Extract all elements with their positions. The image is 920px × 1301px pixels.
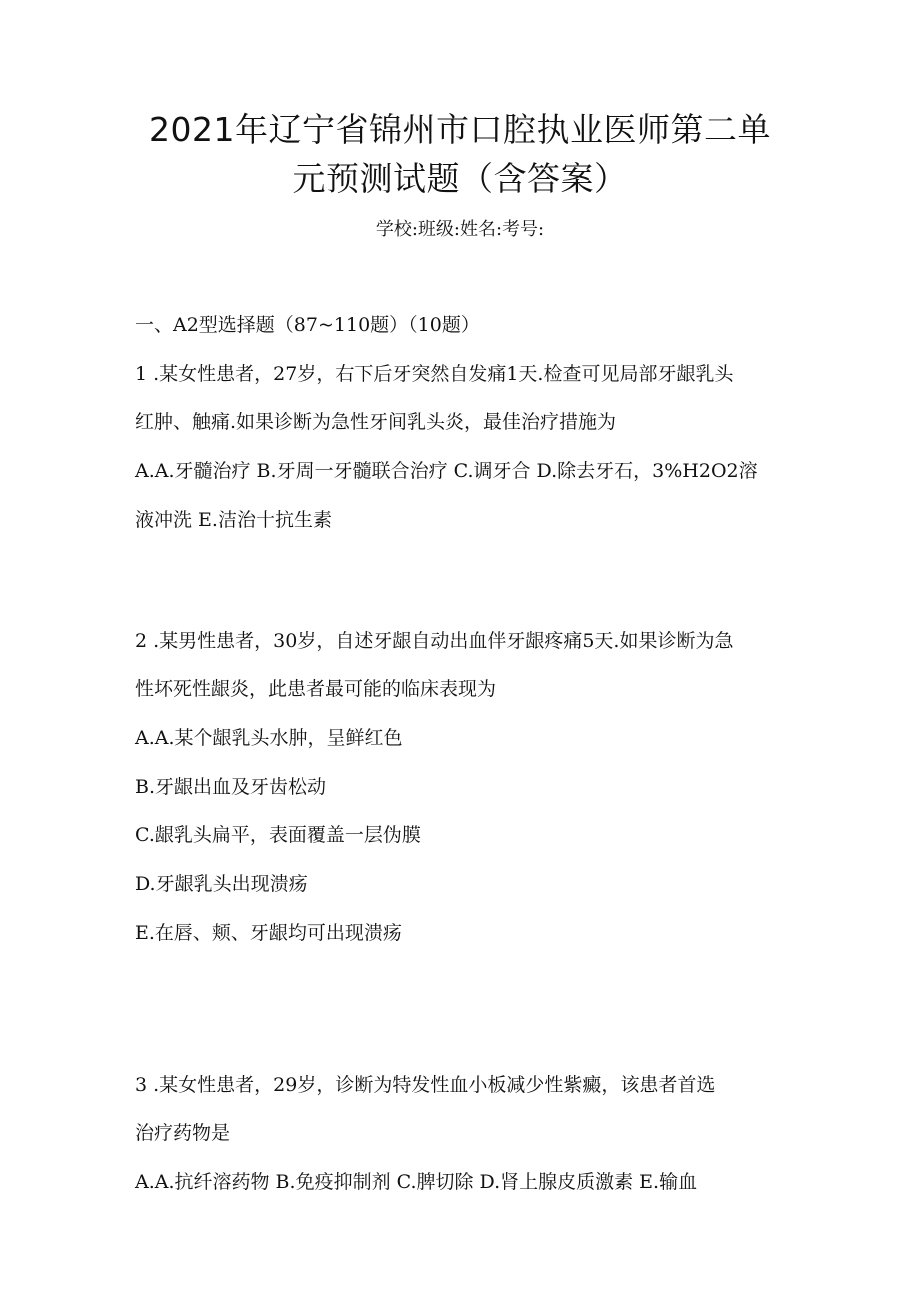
question-1-options-line-1: A.A.牙髓治疗 B.牙周一牙髓联合治疗 C.调牙合 D.除去牙石，3%H2O2溶 [135, 460, 758, 482]
question-2-stem-line-2: 性坏死性龈炎，此患者最可能的临床表现为 [135, 678, 497, 700]
question-3-stem-line-2: 治疗药物是 [135, 1122, 231, 1144]
question-3-stem-line-1: 3 .某女性患者，29岁，诊断为特发性血小板减少性紫癜，该患者首选 [135, 1074, 716, 1096]
title-line-2: 元预测试题（含答案） [292, 159, 628, 198]
question-2-stem-line-1: 2 .某男性患者，30岁，自述牙龈自动出血伴牙龈疼痛5天.如果诊断为急 [135, 630, 734, 652]
question-2-option-d: D.牙龈乳头出现溃疡 [135, 873, 308, 895]
question-3-options-line-1: A.A.抗纤溶药物 B.免疫抑制剂 C.脾切除 D.肾上腺皮质激素 E.输血 [135, 1171, 698, 1193]
question-1-stem-line-2: 红肿、触痛.如果诊断为急性牙间乳头炎，最佳治疗措施为 [135, 411, 617, 433]
title-line-1: 2021年辽宁省锦州市口腔执业医师第二单 [149, 110, 771, 149]
section-heading: 一、A2型选择题（87~110题）（10题） [135, 314, 480, 336]
question-2-option-b: B.牙龈出血及牙齿松动 [135, 776, 327, 798]
question-2-option-e: E.在唇、颊、牙龈均可出现溃疡 [135, 922, 402, 944]
question-2-option-c: C.龈乳头扁平，表面覆盖一层伪膜 [135, 824, 421, 846]
question-2-option-a: A.A.某个龈乳头水肿，呈鲜红色 [135, 727, 403, 749]
student-info-line: 学校:班级:姓名:考号: [375, 219, 545, 240]
question-1-stem-line-1: 1 .某女性患者，27岁，右下后牙突然自发痛1天.检查可见局部牙龈乳头 [135, 363, 734, 385]
question-1-options-line-2: 液冲洗 E.洁治十抗生素 [135, 509, 332, 531]
